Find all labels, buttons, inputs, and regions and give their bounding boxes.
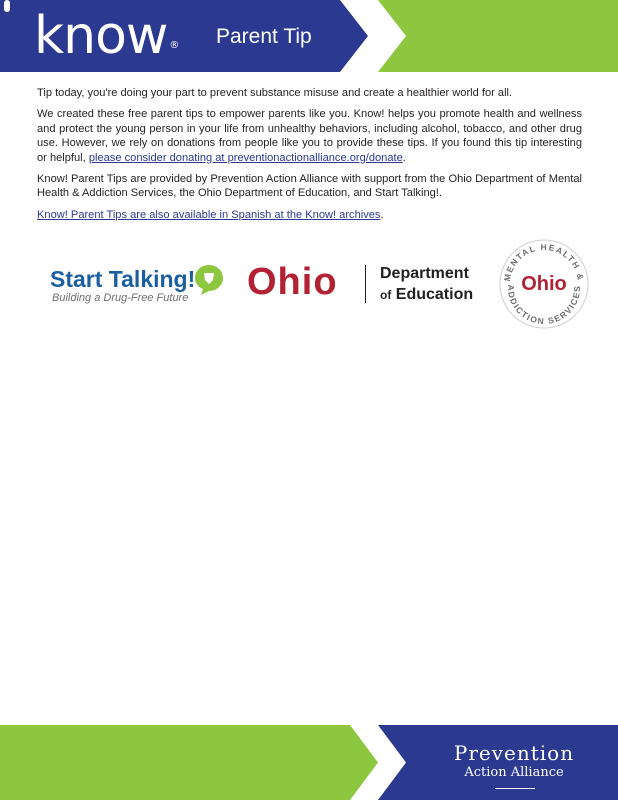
prevention-logo-line2: Action Alliance (464, 765, 564, 780)
registered-mark: ® (169, 40, 179, 51)
donate-text: We created these free parent tips to empower parents like you. Know! helps you promote health and wellness and protect the young person in your life from unhealthy behaviors, including alcohol, tobacco, and other drug use. However, we rely on donations from people like you to provide these tips. If you found this tip interesting or helpful, (37, 108, 582, 164)
know-exclamation-icon (0, 0, 14, 22)
header-banner (0, 0, 618, 72)
mhas-ring-top: MENTAL HEALTH & (501, 241, 586, 282)
start-talking-logo-subtitle: Building a Drug-Free Future (52, 292, 189, 304)
paragraph-intro: Tip today, you're doing your part to prevent substance misuse and create a healthier world for all. (37, 87, 513, 99)
speech-bubble-icon (193, 263, 225, 297)
page-title: Parent Tip (216, 25, 312, 48)
ohio-wordmark: Ohio (247, 261, 338, 303)
education-label (380, 285, 473, 305)
paragraph-donate (37, 107, 582, 165)
start-talking-logo-title: Start Talking! (50, 266, 196, 292)
paragraph-spanish (37, 208, 582, 222)
of-label: of (380, 288, 392, 302)
mhas-ohio-center: Ohio (521, 273, 567, 295)
footer-banner (0, 725, 618, 800)
donate-link[interactable]: please consider donating at preventionactionalliance.org/donate (88, 151, 403, 164)
mhas-ring-bottom: ADDICTION SERVICES (505, 284, 583, 327)
logo-divider (365, 265, 366, 303)
department-label: Department (380, 265, 469, 282)
education-word: Education (395, 286, 474, 303)
know-logo-text: know (34, 6, 168, 66)
tip-body (37, 86, 582, 229)
mhas-seal-logo (498, 238, 590, 330)
paragraph-support: Know! Parent Tips are provided by Prevention Action Alliance with support from the Ohio Department of Mental Health & Addiction Services, the Ohio Department of Education, and Start Talking!. (37, 173, 582, 200)
know-logo (34, 4, 178, 68)
spanish-archives-link[interactable]: Know! Parent Tips are also available in Spanish at the Know! archives (37, 208, 381, 221)
prevention-logo-line1: Prevention (453, 741, 575, 765)
spanish-period: . (380, 208, 384, 221)
partner-logos (0, 238, 618, 333)
donate-period: . (402, 151, 406, 164)
prevention-logo-rule (495, 788, 535, 789)
